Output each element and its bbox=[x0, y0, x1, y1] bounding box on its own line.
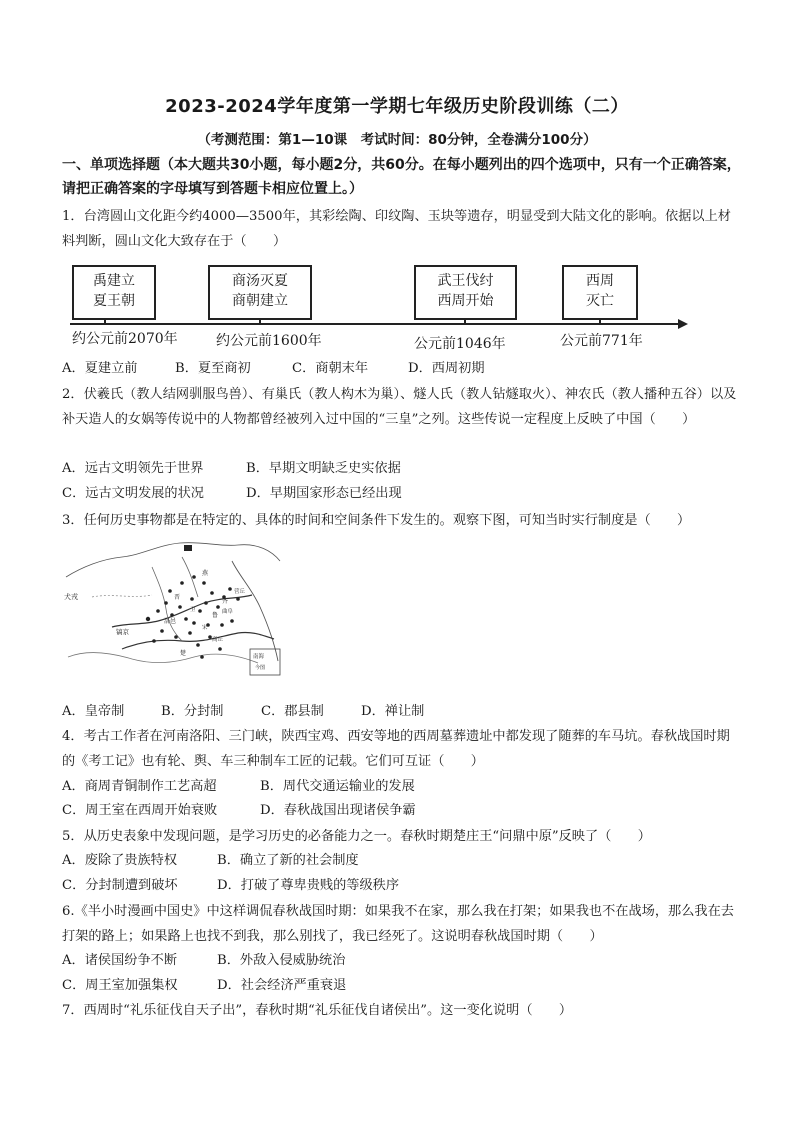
option-d[interactable]: D．西周初期 bbox=[408, 361, 485, 376]
map-label: 南海 bbox=[253, 654, 265, 660]
option-a[interactable]: A．远古文明领先于世界 bbox=[62, 461, 204, 476]
timeline-date-label: 约公元前1600年 bbox=[216, 333, 322, 349]
option-b[interactable]: B．周代交通运输业的发展 bbox=[260, 779, 415, 794]
western-zhou-map bbox=[62, 537, 284, 689]
option-a[interactable]: A．商周青铜制作工艺高超 bbox=[62, 779, 217, 794]
option-a[interactable]: A．皇帝制 bbox=[62, 704, 125, 719]
timeline-event-line: 夏王朝 bbox=[93, 293, 135, 309]
timeline-event-line: 武王伐纣 bbox=[437, 273, 494, 289]
timeline-date-label: 公元前771年 bbox=[560, 333, 643, 349]
timeline-date-label: 约公元前2070年 bbox=[72, 331, 178, 347]
map-label: 晋 bbox=[174, 594, 181, 601]
timeline-event-line: 西周 bbox=[586, 273, 614, 289]
question-6-options-row-2 bbox=[62, 976, 346, 996]
question-7-text: 7．西周时“礼乐征伐自天子出”，春秋时期“礼乐征伐自诸侯出”。这一变化说明（ ） bbox=[62, 1003, 573, 1018]
option-d[interactable]: D．春秋战国出现诸侯争霸 bbox=[260, 803, 416, 818]
option-a[interactable]: A．诸侯国纷争不断 bbox=[62, 953, 178, 968]
option-b[interactable]: B．确立了新的社会制度 bbox=[217, 853, 359, 868]
map-label: 燕 bbox=[202, 570, 209, 577]
timeline-event-shang bbox=[208, 265, 312, 320]
question-2-text: 2．伏羲氏（教人结网驯服鸟兽）、有巢氏（教人构木为巢）、燧人氏（教人钻燧取火）、神农氏（教人播种五谷）以及补天造人的女娲等传说中的人物都曾经被列入过中国的“三皇”之列。这些传说一定程度上反映了中国（ ） bbox=[62, 387, 737, 427]
timeline-event-western-zhou bbox=[414, 265, 517, 320]
question-6-options-row-1 bbox=[62, 951, 345, 971]
question-2-options-row-1 bbox=[62, 459, 401, 479]
question-6-text: 6.《半小时漫画中国史》中这样调侃春秋战国时期：如果我不在家，那么我在打架；如果我也不在战场，那么我在去打架的路上；如果路上也找不到我，那么别找了，我已经死了。这说明春秋战国时期（ ） bbox=[62, 904, 734, 944]
map-label: 曲阜 bbox=[222, 609, 234, 615]
map-label: 今图 bbox=[255, 665, 266, 671]
option-b[interactable]: B．夏至商初 bbox=[175, 361, 251, 376]
timeline-event-line: 商朝建立 bbox=[232, 293, 288, 309]
option-c[interactable]: C．分封制遭到破坏 bbox=[62, 878, 178, 893]
page-title: 2023-2024学年度第一学期七年级历史阶段训练（二） bbox=[165, 96, 629, 117]
timeline-event-line: 商汤灭夏 bbox=[232, 273, 288, 289]
map-label: 齐 bbox=[222, 598, 229, 605]
timeline-event-zhou-fall bbox=[562, 265, 638, 320]
option-d[interactable]: D．社会经济严重衰退 bbox=[217, 978, 347, 993]
timeline-date-label: 公元前1046年 bbox=[414, 336, 506, 352]
map-label: 营丘 bbox=[234, 589, 246, 595]
map-label: 宋 bbox=[202, 625, 208, 631]
timeline-figure bbox=[60, 262, 690, 354]
timeline-event-line: 西周开始 bbox=[437, 293, 494, 309]
question-1-options bbox=[62, 359, 485, 379]
question-5-options-row-1 bbox=[62, 851, 359, 871]
option-c[interactable]: C．周王室在西周开始衰败 bbox=[62, 803, 218, 818]
map-label: 卫 bbox=[190, 607, 196, 613]
option-d[interactable]: D．禅让制 bbox=[361, 704, 425, 719]
option-b[interactable]: B．外敌入侵威胁统治 bbox=[217, 953, 346, 968]
exam-scope-note: （考测范围：第1—10课 考试时间：80分钟，全卷满分100分） bbox=[197, 132, 597, 148]
question-4-options-row-2 bbox=[62, 801, 416, 821]
option-b[interactable]: B．早期文明缺乏史实依据 bbox=[246, 461, 401, 476]
option-c[interactable]: C．远古文明发展的状况 bbox=[62, 486, 204, 501]
map-label: 鲁 bbox=[212, 612, 219, 619]
question-1-text: 1．台湾圆山文化距今约4000—3500年，其彩绘陶、印纹陶、玉块等遗存，明显受到大陆文化的影响。依据以上材料判断，圆山文化大致存在于（ ） bbox=[62, 209, 731, 249]
section-heading: 一、单项选择题（本大题共30小题，每小题2分，共60分。在每小题列出的四个选项中，只有一个正确答案，请把正确答案的字母填写到答题卡相应位置上。） bbox=[62, 157, 741, 197]
question-5-text: 5．从历史表象中发现问题，是学习历史的必备能力之一。春秋时期楚庄王“问鼎中原”反映了（ ） bbox=[62, 829, 651, 844]
option-c[interactable]: C．周王室加强集权 bbox=[62, 978, 178, 993]
map-label: 镐京 bbox=[116, 628, 129, 636]
question-4-options-row-1 bbox=[62, 777, 415, 797]
option-a[interactable]: A．废除了贵族特权 bbox=[62, 853, 178, 868]
map-label: 商丘 bbox=[212, 637, 224, 643]
timeline-event-line: 灭亡 bbox=[586, 293, 614, 309]
question-3-text: 3．任何历史事物都是在特定的、具体的时间和空间条件下发生的。观察下图，可知当时实行制度是（ ） bbox=[62, 513, 691, 528]
option-c[interactable]: C．商朝末年 bbox=[292, 361, 369, 376]
option-b[interactable]: B．分封制 bbox=[161, 704, 224, 719]
map-label: 洛邑 bbox=[164, 618, 177, 625]
question-3-options bbox=[62, 702, 424, 722]
option-a[interactable]: A．夏建立前 bbox=[62, 361, 138, 376]
map-label: 楚 bbox=[180, 650, 187, 657]
map-illustration bbox=[62, 537, 284, 689]
question-5-options-row-2 bbox=[62, 876, 399, 896]
question-4-text: 4．考古工作者在河南洛阳、三门峡，陕西宝鸡、西安等地的西周墓葬遗址中都发现了随葬的车马坑。春秋战国时期的《考工记》也有轮、舆、车三种制车工匠的记载。它们可互证（ ） bbox=[62, 729, 730, 769]
map-label: 犬戎 bbox=[64, 593, 78, 601]
timeline-event-line: 禹建立 bbox=[93, 273, 135, 289]
option-c[interactable]: C．郡县制 bbox=[261, 704, 324, 719]
question-2-options-row-2 bbox=[62, 484, 402, 504]
option-d[interactable]: D．打破了尊卑贵贱的等级秩序 bbox=[217, 878, 400, 893]
timeline-event-xia bbox=[72, 265, 156, 320]
option-d[interactable]: D．早期国家形态已经出现 bbox=[246, 486, 402, 501]
